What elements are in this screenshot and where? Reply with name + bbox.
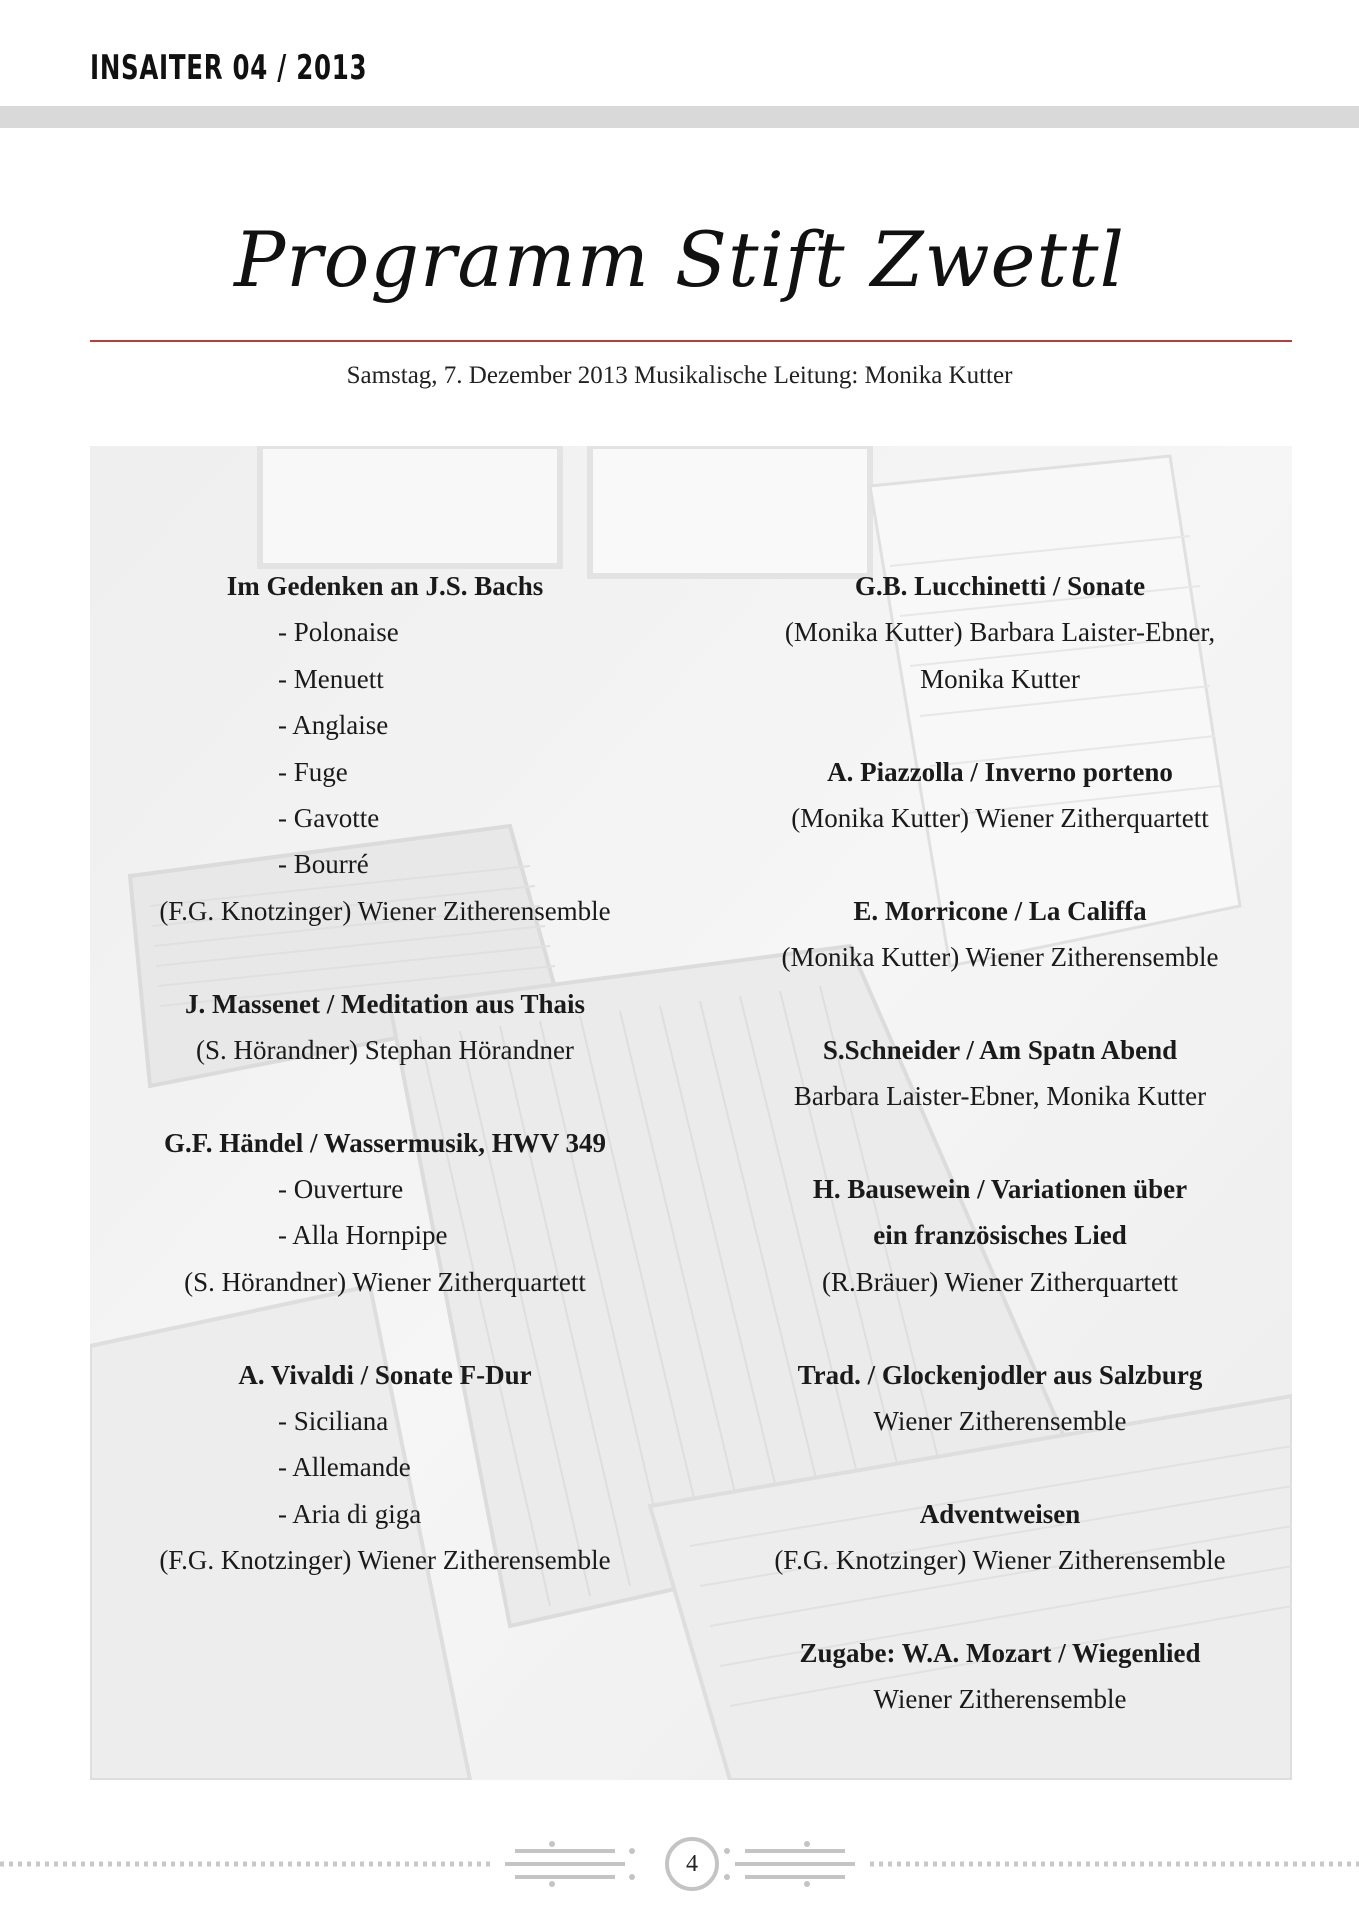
spacer [710,841,1290,887]
header-bar [0,106,1359,128]
spacer [110,934,660,980]
performer-line: (S. Hörandner) Wiener Zitherquartett [184,1266,586,1297]
spacer [710,702,1290,748]
piece-title: A. Piazzolla / Inverno porteno [827,756,1173,787]
performer-line: (F.G. Knotzinger) Wiener Zitherensemble [159,1545,611,1576]
piece-title: Adventweisen [919,1498,1081,1529]
page-number: 4 [686,1851,698,1877]
movement-item: - Anglaise [278,710,389,741]
movement-item: - Polonaise [278,617,399,648]
performer-line: (Monika Kutter) Wiener Zitherquartett [791,802,1209,833]
performer-line: Barbara Laister-Ebner, Monika Kutter [793,1081,1207,1112]
spacer [710,981,1290,1027]
spacer [710,1444,1290,1490]
movement-item: - Fuge [278,756,348,787]
piece-title: E. Morricone / La Califfa [853,895,1147,926]
piece-title: A. Vivaldi / Sonate F-Dur [238,1359,532,1390]
performer-line: (F.G. Knotzinger) Wiener Zitherensemble [159,895,611,926]
spacer [710,1120,1290,1166]
performer-line: Wiener Zitherensemble [873,1406,1127,1437]
piece-title: G.B. Lucchinetti / Sonate [854,571,1146,601]
movement-item: - Alla Hornpipe [278,1220,448,1251]
spacer [710,1305,1290,1351]
spacer [110,1073,660,1119]
performer-line: (S. Hörandner) Stephan Hörandner [196,1034,574,1065]
performer-line: Monika Kutter [920,663,1080,694]
performer-line: (R.Bräuer) Wiener Zitherquartett [821,1266,1178,1297]
piece-title: ein französisches Lied [873,1220,1127,1251]
piece-title: S.Schneider / Am Spatn Abend [822,1034,1178,1065]
program-column-right [710,563,1290,1723]
page-title: Programm Stift Zwettl [234,215,1125,304]
piece-title: Trad. / Glockenjodler aus Salzburg [797,1359,1203,1390]
spacer [110,1305,660,1351]
performer-line: Wiener Zitherensemble [873,1684,1127,1715]
performer-line: (Monika Kutter) Wiener Zitherensemble [781,942,1219,973]
piece-title: Im Gedenken an J.S. Bachs [226,571,544,601]
piece-title: Zugabe: W.A. Mozart / Wiegenlied [799,1637,1201,1668]
movement-item: - Allemande [278,1452,411,1483]
movement-item: - Siciliana [278,1406,389,1437]
spacer [710,1584,1290,1630]
magazine-masthead: INSAITER 04 / 2013 [90,48,368,88]
movement-item: - Aria di giga [278,1498,422,1529]
performer-line: (F.G. Knotzinger) Wiener Zitherensemble [774,1545,1226,1576]
movement-item: - Ouverture [278,1174,404,1205]
concert-date-line: Samstag, 7. Dezember 2013 Musikalische Leitung: Monika Kutter [346,362,1013,389]
program-column-left [110,563,660,1584]
movement-item: - Bourré [278,849,369,880]
piece-title: J. Massenet / Meditation aus Thais [184,988,586,1019]
piece-title: H. Bausewein / Variationen über [812,1174,1188,1205]
performer-line: (Monika Kutter) Barbara Laister-Ebner, [784,617,1216,648]
movement-item: - Gavotte [278,802,380,833]
title-divider [90,340,1292,342]
movement-item: - Menuett [278,663,384,694]
piece-title: G.F. Händel / Wassermusik, HWV 349 [163,1127,607,1158]
